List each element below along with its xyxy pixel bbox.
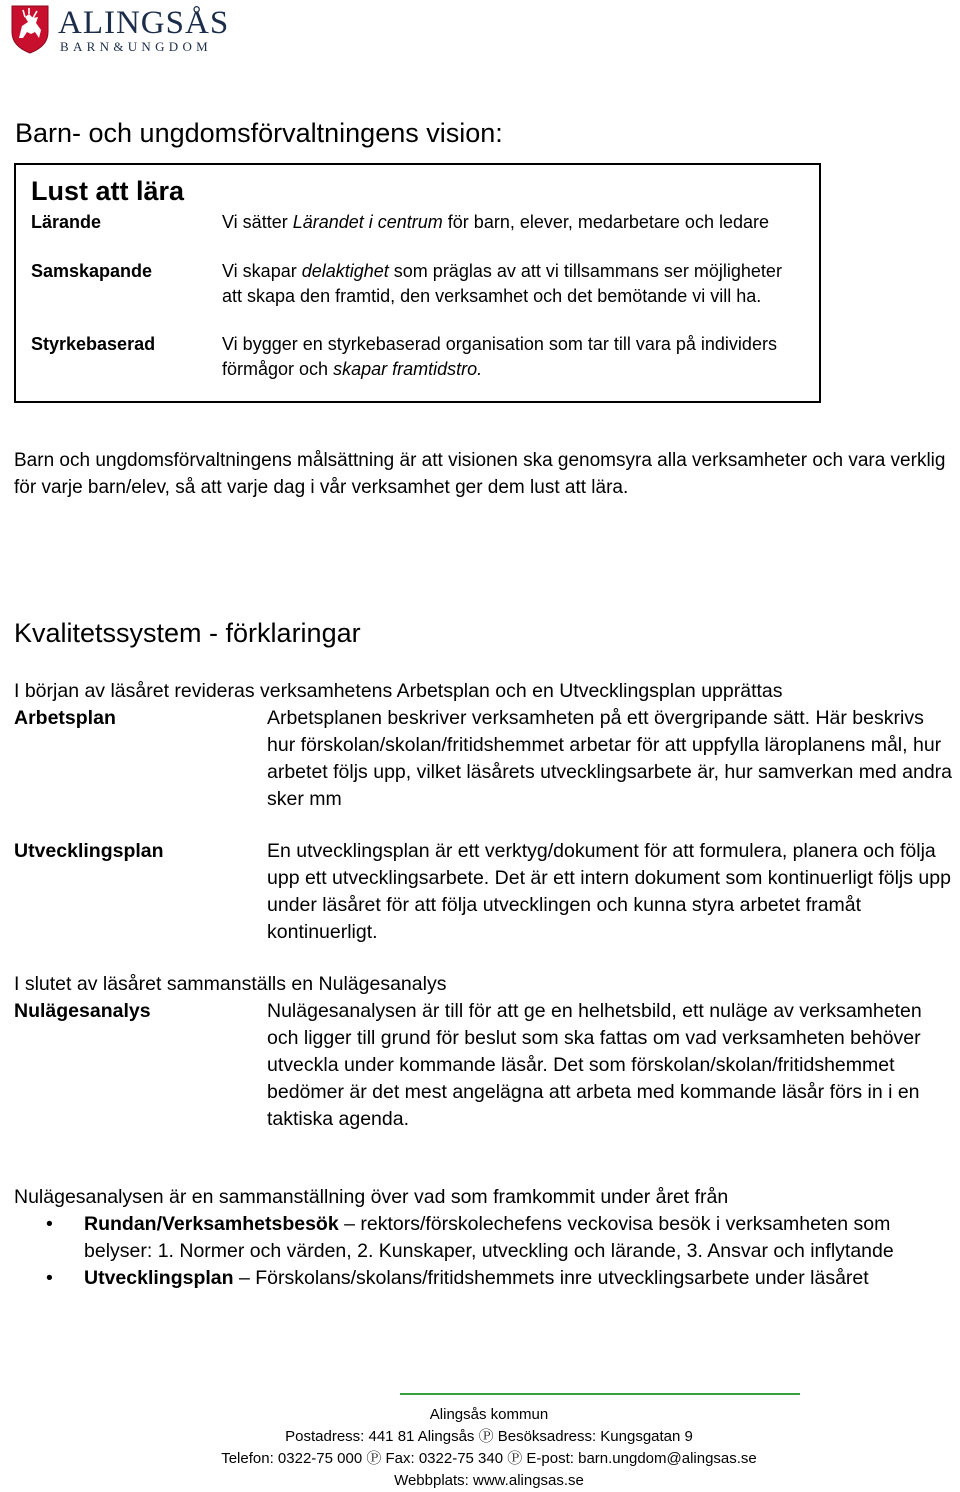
vision-term-styrkebaserad: Styrkebaserad bbox=[31, 334, 156, 354]
goal-paragraph: Barn och ungdomsförvaltningens målsättning är att visionen ska genomsyra alla verksamheter och vara verklig för varje barn/elev, så att varje dag i vår verksamhet ger dem lust att lära. bbox=[14, 450, 946, 498]
quality-heading: Kvalitetssystem - förklaringar bbox=[14, 618, 361, 648]
logo-subtitle: BARN&UNGDOM bbox=[60, 39, 213, 54]
vision-box bbox=[14, 163, 821, 403]
utvecklingsplan-term: Utvecklingsplan bbox=[14, 840, 164, 862]
footer-divider bbox=[400, 1393, 800, 1395]
arbetsplan-definition: Arbetsplanen beskriver verksamheten på ett övergripande sätt. Här beskrivs hur förskolan/skolan/fritidshemmet arbetar för att uppfylla läroplanens mål, hur arbetet följs upp, vilket läsårets utvecklingsarbete är, hur samverkan med andra sker mm bbox=[267, 707, 953, 810]
utvecklingsplan-definition: En utvecklingsplan är ett verktyg/dokument för att formulera, planera och följa upp ett utvecklingsarbete. Det är ett intern dokument som kontinuerligt följs upp under läsåret för att följa utvecklingen och kunna styra arbetet framåt kontinuerligt. bbox=[267, 840, 951, 943]
vision-desc-styrkebaserad: Vi bygger en styrkebaserad organisation som tar till vara på individers förmågor och skapar framtidstro. bbox=[222, 334, 777, 379]
logo-name: ALINGSÅS bbox=[58, 5, 230, 41]
summary-bullet-list bbox=[46, 1211, 956, 1292]
list-item: • Utvecklingsplan – Förskolans/skolans/fritidshemmets inre utvecklingsarbete under läsåret bbox=[46, 1265, 956, 1292]
alingsas-shield-icon bbox=[10, 4, 50, 54]
vision-desc-samskapande: Vi skapar delaktighet som präglas av att vi tillsammans ser möjligheter att skapa den framtid, den verksamhet och det bemötande vi vill ha. bbox=[222, 261, 782, 306]
nulagesanalys-term: Nulägesanalys bbox=[14, 1000, 151, 1022]
bullet-icon: • bbox=[46, 1213, 53, 1235]
end-of-year-intro: I slutet av läsåret sammanställs en Nulägesanalys bbox=[14, 973, 447, 995]
summary-intro: Nulägesanalysen är en sammanställning över vad som framkommit under året från bbox=[14, 1186, 729, 1208]
footer-website: Webbplats: www.alingsas.se bbox=[394, 1472, 584, 1489]
vision-term-larande: Lärande bbox=[31, 212, 102, 232]
vision-heading: Barn- och ungdomsförvaltningens vision: bbox=[15, 118, 503, 148]
nulagesanalys-definition: Nulägesanalysen är till för att ge en helhetsbild, ett nuläge av verksamheten och ligger till grund för beslut som ska fattas om vad verksamheten behöver utveckla under kommande läsår. Det som förskolan/skolan/fritidshemmet bedömer är det mest angelägna att arbeta med kommande läsår förs in i en taktiska agenda. bbox=[267, 1000, 922, 1130]
quality-intro: I början av läsåret revideras verksamhetens Arbetsplan och en Utvecklingsplan upprättas bbox=[14, 680, 783, 702]
arbetsplan-term: Arbetsplan bbox=[14, 707, 116, 729]
vision-desc-larande: Vi sätter Lärandet i centrum för barn, elever, medarbetare och ledare bbox=[222, 212, 769, 232]
footer bbox=[0, 1404, 960, 1492]
footer-postal-address: Postadress: 441 81 Alingsås Ⓟ Besöksadress: Kungsgatan 9 bbox=[285, 1428, 693, 1445]
footer-contact: Telefon: 0322-75 000 Ⓟ Fax: 0322-75 340 Ⓟ E-post: barn.ungdom@alingsas.se bbox=[221, 1450, 757, 1467]
vision-term-samskapande: Samskapande bbox=[31, 261, 153, 281]
vision-box-title: Lust att lära bbox=[31, 176, 185, 206]
bullet-icon: • bbox=[46, 1267, 53, 1289]
list-item: • Rundan/Verksamhetsbesök – rektors/förskolechefens veckovisa besök i verksamheten som belyser: 1. Normer och värden, 2. Kunskaper, utveckling och lärande, 3. Ansvar och inflytande bbox=[46, 1213, 894, 1262]
footer-org: Alingsås kommun bbox=[429, 1406, 549, 1423]
alingsas-logo bbox=[10, 4, 240, 54]
